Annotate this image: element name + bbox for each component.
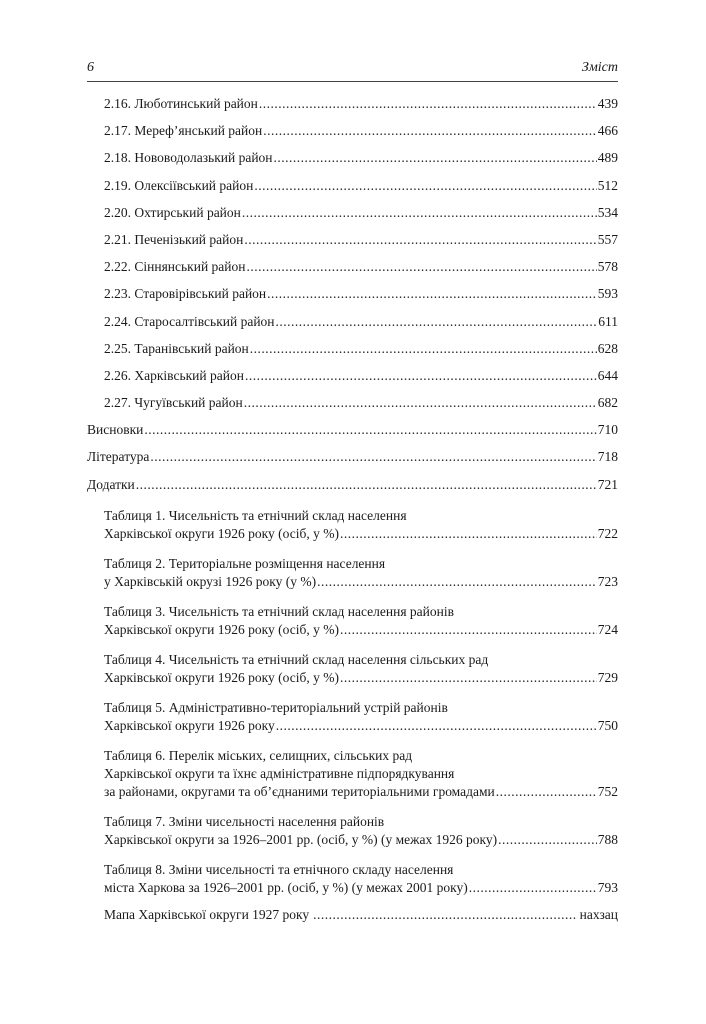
entry-line: Таблиця 7. Зміни чисельності населення районів	[104, 813, 385, 829]
dot-leader	[244, 232, 596, 248]
section-list	[87, 422, 618, 504]
dot-leader	[340, 669, 597, 687]
entry-page: 788	[597, 831, 618, 847]
toc-table-entry	[87, 699, 618, 735]
dot-leader	[313, 907, 575, 923]
district-list	[87, 96, 618, 422]
entry-title: 2.18. Нововодолазький район	[104, 150, 273, 166]
entry-page: 489	[597, 150, 618, 166]
entry-title: 2.26. Харківський район	[104, 367, 244, 383]
dot-leader	[136, 477, 597, 493]
entry-line: Харківської округи 1926 року (осіб, у %)	[104, 669, 339, 685]
toc-entry	[87, 286, 618, 313]
dot-leader	[263, 123, 597, 139]
toc-entry	[87, 314, 618, 341]
dot-leader	[259, 96, 597, 112]
dot-leader	[317, 573, 597, 591]
toc-entry	[87, 259, 618, 286]
entry-page: 722	[597, 525, 618, 541]
toc-entry	[87, 395, 618, 422]
entry-last-line	[104, 783, 618, 801]
entry-last-line	[104, 831, 618, 849]
toc-entry	[87, 341, 618, 368]
entry-title: 2.21. Печенізький район	[104, 231, 244, 247]
toc-table-entry	[87, 507, 618, 543]
toc-table-entry	[87, 603, 618, 639]
toc-entry	[87, 232, 618, 259]
entry-page: 752	[597, 783, 618, 799]
dot-leader	[267, 286, 597, 302]
dot-leader	[150, 449, 596, 465]
dot-leader	[274, 150, 597, 166]
entry-title: 2.19. Олексіївський район	[104, 177, 254, 193]
entry-page: 710	[597, 422, 618, 438]
entry-page: 718	[597, 449, 618, 465]
entry-line: у Харківській окрузі 1926 року (у %)	[104, 573, 317, 589]
dot-leader	[276, 314, 598, 330]
dot-leader	[469, 879, 597, 897]
entry-title: Висновки	[87, 422, 144, 438]
toc-entry	[87, 178, 618, 205]
entry-line: Харківської округи 1926 року (осіб, у %)	[104, 621, 339, 637]
entry-line: Таблиця 8. Зміни чисельності та етнічного складу населення	[104, 861, 454, 877]
dot-leader	[247, 259, 597, 275]
entry-title: 2.27. Чугуївський район	[104, 395, 243, 411]
entry-title: 2.22. Сіннянський район	[104, 259, 246, 275]
toc-table-entry	[87, 555, 618, 591]
toc-entry	[87, 123, 618, 150]
dot-leader	[250, 341, 597, 357]
entry-line: Таблиця 2. Територіальне розміщення населення	[104, 555, 386, 571]
entry-page: нахзац	[579, 906, 618, 922]
entry-page: 793	[597, 879, 618, 895]
entry-page: 611	[598, 313, 618, 329]
toc-table-entry	[87, 813, 618, 849]
entry-page: 750	[597, 717, 618, 733]
toc-map-entry	[87, 907, 618, 923]
dot-leader	[498, 831, 597, 849]
entry-last-line	[104, 573, 618, 591]
table-of-contents	[87, 96, 618, 923]
entry-line: Харківської округи 1926 року	[104, 717, 275, 733]
entry-line: міста Харкова за 1926–2001 рр. (осіб, у %) (у межах 2001 року)	[104, 879, 468, 895]
entry-line: Харківської округи та їхнє адміністративне підпорядкування	[104, 765, 455, 781]
entry-title: Мапа Харківської округи 1927 року	[104, 906, 310, 922]
entry-page: 723	[597, 573, 618, 589]
entry-page: 729	[597, 669, 618, 685]
entry-last-line	[104, 525, 618, 543]
dot-leader	[496, 783, 597, 801]
entry-last-line	[104, 621, 618, 639]
toc-entry	[87, 205, 618, 232]
running-title: Зміст	[581, 60, 618, 75]
entry-line: Таблиця 4. Чисельність та етнічний склад населення сільських рад	[104, 651, 489, 667]
entry-page: 682	[597, 395, 618, 411]
entry-title: 2.17. Мереф’янський район	[104, 123, 263, 139]
entry-line: Харківської округи за 1926–2001 рр. (осіб, у %) (у межах 1926 року)	[104, 831, 498, 847]
toc-table-entry	[87, 651, 618, 687]
entry-page: 644	[597, 367, 618, 383]
dot-leader	[340, 525, 597, 543]
entry-line: Таблиця 6. Перелік міських, селищних, сільських рад	[104, 747, 413, 763]
dot-leader	[242, 205, 597, 221]
toc-entry	[87, 449, 618, 476]
toc-entry	[87, 368, 618, 395]
entry-title: 2.25. Таранівський район	[104, 340, 249, 356]
toc-table-entry	[87, 861, 618, 897]
dot-leader	[276, 717, 597, 735]
header-rule	[87, 81, 618, 82]
entry-line: Таблиця 1. Чисельність та етнічний склад населення	[104, 507, 407, 523]
toc-entry	[87, 422, 618, 449]
entry-title: Додатки	[87, 476, 135, 492]
dot-leader	[254, 178, 596, 194]
entry-page: 439	[597, 96, 618, 111]
entry-title: 2.16. Люботинський район	[104, 96, 258, 111]
entry-page: 534	[597, 204, 618, 220]
entry-title: 2.24. Старосалтівський район	[104, 313, 275, 329]
toc-entry	[87, 150, 618, 177]
entry-page: 512	[597, 177, 618, 193]
entry-title: 2.20. Охтирський район	[104, 204, 241, 220]
entry-page: 557	[597, 231, 618, 247]
entry-page: 593	[597, 286, 618, 302]
dot-leader	[144, 422, 596, 438]
entry-last-line	[104, 717, 618, 735]
entry-page: 578	[597, 259, 618, 275]
entry-page: 628	[597, 340, 618, 356]
dot-leader	[245, 368, 597, 384]
dot-leader	[244, 395, 597, 411]
entry-line: Таблиця 3. Чисельність та етнічний склад населення районів	[104, 603, 454, 619]
entry-line: Харківської округи 1926 року (осіб, у %)	[104, 525, 339, 541]
entry-title: 2.23. Старовірівський район	[104, 286, 267, 302]
toc-entry	[87, 96, 618, 123]
entry-last-line	[104, 669, 618, 687]
dot-leader	[340, 621, 597, 639]
toc-entry	[87, 477, 618, 504]
page-number: 6	[87, 60, 94, 75]
toc-table-entry	[87, 747, 618, 801]
entry-line: за районами, округами та об’єднаними територіальними громадами	[104, 783, 495, 799]
entry-page: 721	[597, 476, 618, 492]
table-list	[87, 507, 618, 897]
entry-page: 724	[597, 621, 618, 637]
entry-last-line	[104, 879, 618, 897]
entry-title: Література	[87, 449, 150, 465]
entry-page: 466	[597, 123, 618, 139]
entry-line: Таблиця 5. Адміністративно-територіальний устрій районів	[104, 699, 448, 715]
